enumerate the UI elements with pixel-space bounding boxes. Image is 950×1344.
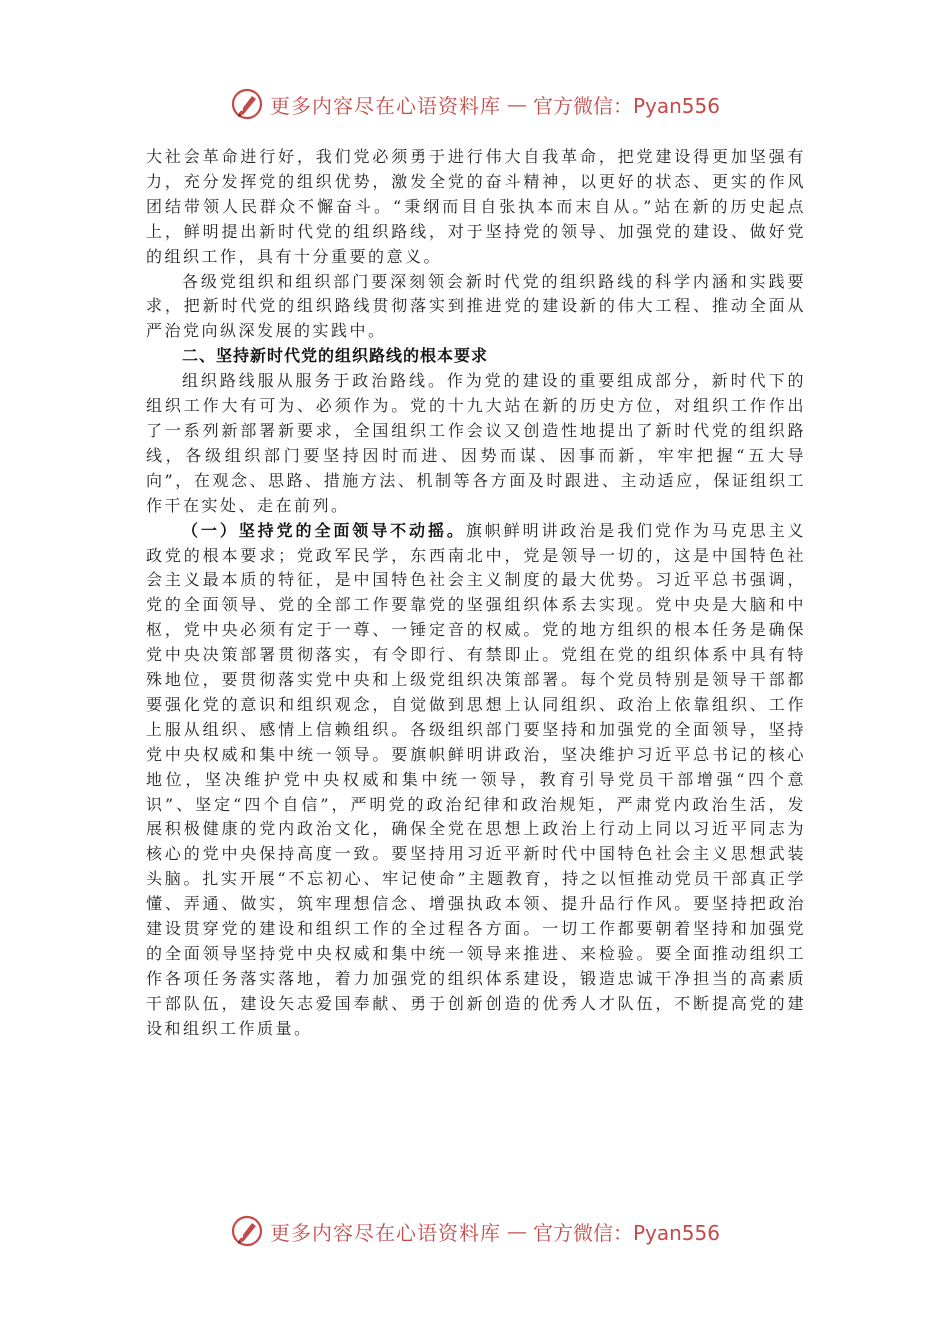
paragraph-3: 组织路线服从服务于政治路线。作为党的建设的重要组成部分，新时代下的组织工作大有可为、必须作为。党的十九大站在新的历史方位，对组织工作作出了一系列新部署新要求，全国组织工作会议又创造性地提出了新时代党的组织路线，各级组织部门要坚持因时而进、因势而谋、因事而新，牢牢把握“五大导向”，在观念、思路、措施方法、机制等各方面及时跟进、主动适应，保证组织工作干在实处、走在前列。 bbox=[146, 371, 806, 515]
pen-logo-icon bbox=[230, 87, 264, 121]
footer-banner bbox=[0, 1211, 950, 1251]
banner-separator: — bbox=[506, 92, 527, 116]
paragraph-4 bbox=[146, 519, 806, 1042]
header-banner bbox=[0, 84, 950, 124]
pen-logo-icon bbox=[230, 1214, 264, 1248]
paragraph-1: 大社会革命进行好，我们党必须勇于进行伟大自我革命，把党建设得更加坚强有力，充分发挥党的组织优势，激发全党的奋斗精神，以更好的状态、更实的作风团结带领人民群众不懈奋斗。“秉纲而目自张执本而末自从。”站在新的历史起点上，鲜明提出新时代党的组织路线，对于坚持党的领导、加强党的建设、做好党的组织工作，具有十分重要的意义。 bbox=[146, 147, 806, 266]
paragraph-4-text: 旗帜鲜明讲政治是我们党作为马克思主义政党的根本要求；党政军民学，东西南北中，党是领导一切的，这是中国特色社会主义最本质的特征，是中国特色社会主义制度的最大优势。习近平总书强调，党的全面领导、党的全部工作要靠党的坚强组织体系去实现。党中央是大脑和中枢，党中央必须有定于一尊、一锤定音的权威。党的地方组织的根本任务是确保党中央决策部署贯彻落实，有令即行、有禁即止。党组在党的组织体系中具有特殊地位，要贯彻落实党中央和上级党组织决策部署。每个党员特别是领导干部都要强化党的意识和组织观念，自觉做到思想上认同组织、政治上依靠组织、工作上服从组织、感情上信赖组织。各级组织部门要坚持和加强党的全面领导，坚持党中央权威和集中统一领导。要旗帜鲜明讲政治，坚决维护习近平总书记的核心地位，坚决维护党中央权威和集中统一领导，教育引导党员干部增强“四个意识”、坚定“四个自信”，严明党的政治纪律和政治规矩，严肃党内政治生活，发展积极健康的党内政治文化，确保全党在思想上政治上行动上同以习近平同志为核心的党中央保持高度一致。要坚持用习近平新时代中国特色社会主义思想武装头脑。扎实开展“不忘初心、牢记使命”主题教育，持之以恒推动党员干部真正学懂、弄通、做实，筑牢理想信念、增强执政本领、提升品行作风。要坚持把政治建设贯穿党的建设和组织工作的全过程各方面。一切工作都要朝着坚持和加强党的全面领导坚持党中央权威和集中统一领导来推进、来检验。要全面推动组织工作各项任务落实落地，着力加强党的组织体系建设，锻造忠诚干净担当的高素质干部队伍，建设矢志爱国奉献、勇于创新创造的优秀人才队伍，不断提高党的建设和组织工作质量。 bbox=[146, 520, 806, 1038]
section-heading-2: 二、坚持新时代党的组织路线的根本要求 bbox=[182, 346, 489, 366]
banner-brand-text: 更多内容尽在心语资料库 bbox=[269, 1220, 501, 1245]
subsection-lead: （一）坚持党的全面领导不动摇。 bbox=[182, 520, 466, 540]
banner-separator: — bbox=[506, 1219, 527, 1243]
banner-brand-text: 更多内容尽在心语资料库 bbox=[269, 93, 501, 118]
banner-contact-text: 官方微信：Pyan556 bbox=[532, 93, 720, 118]
banner-contact-text: 官方微信：Pyan556 bbox=[532, 1220, 720, 1245]
document-body bbox=[146, 145, 806, 1042]
paragraph-2: 各级党组织和组织部门要深刻领会新时代党的组织路线的科学内涵和实践要求，把新时代党的组织路线贯彻落实到推进党的建设新的伟大工程、推动全面从严治党向纵深发展的实践中。 bbox=[146, 271, 806, 341]
